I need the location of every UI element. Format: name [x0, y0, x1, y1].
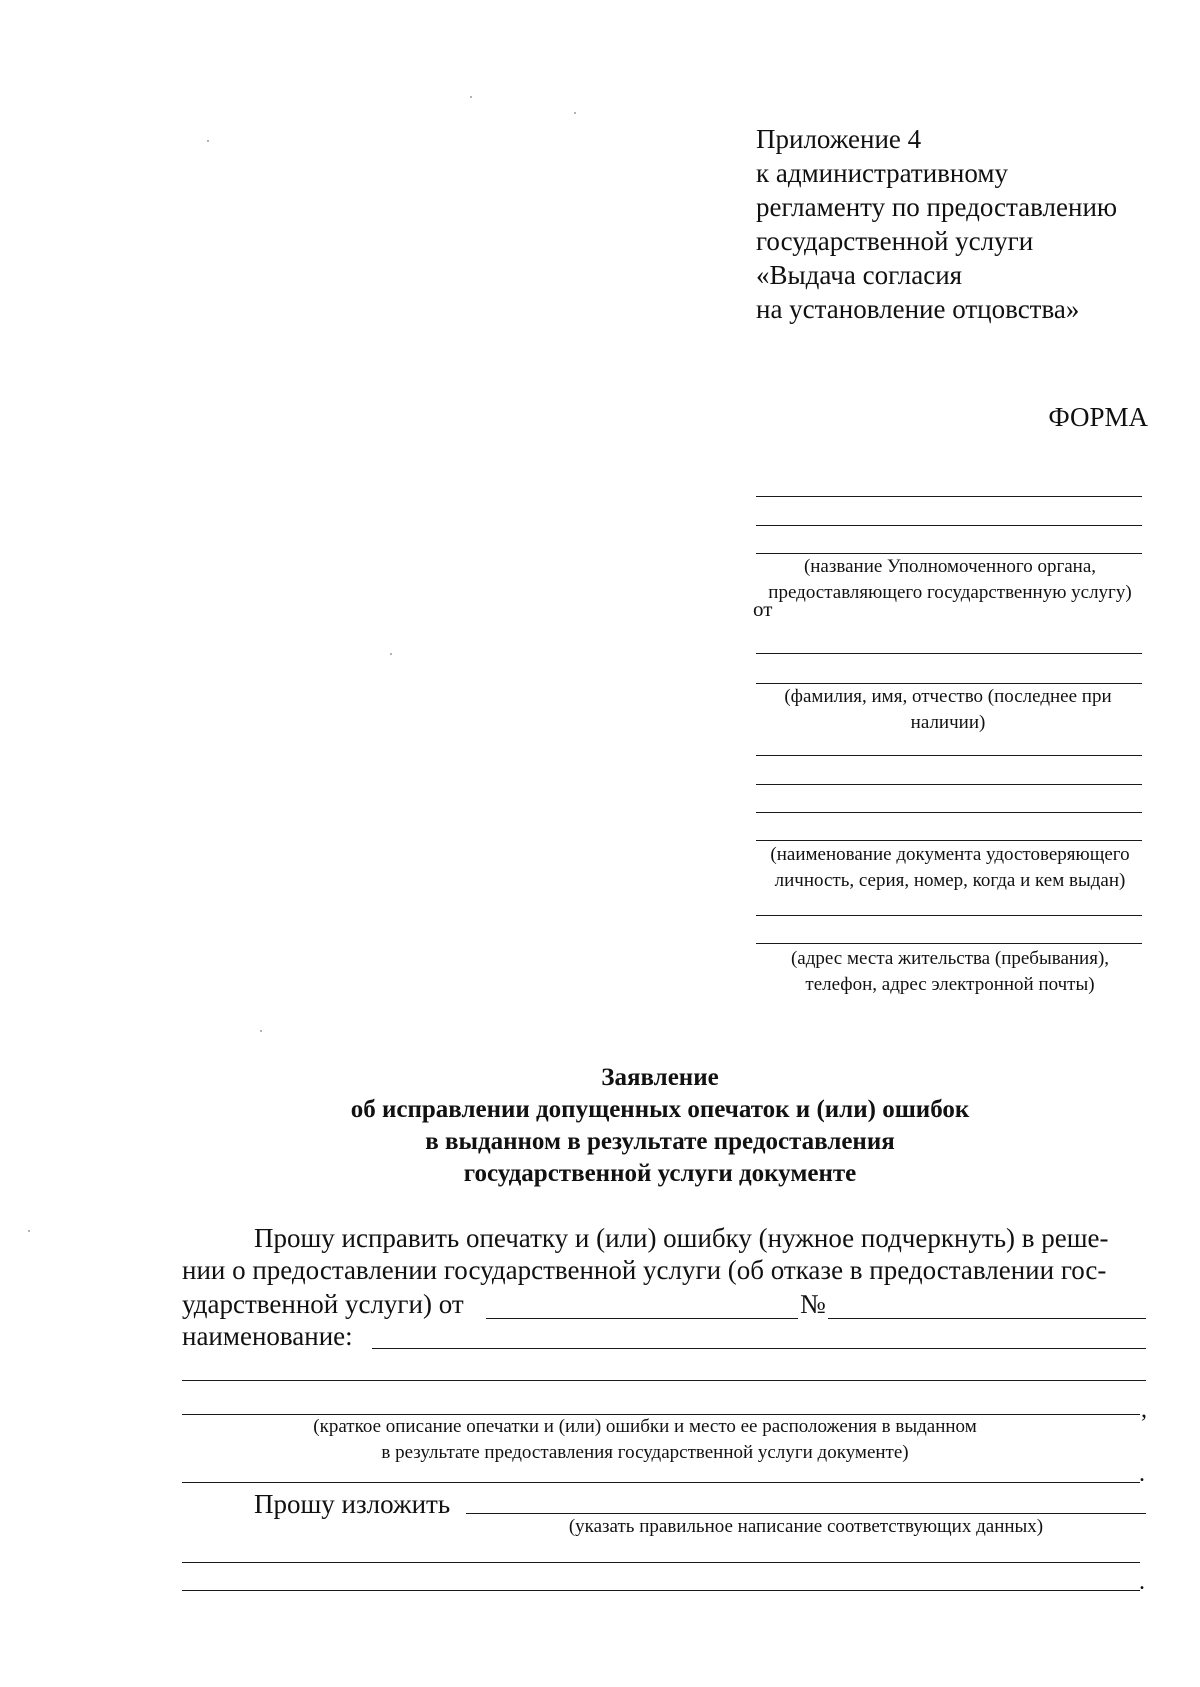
title-line: об исправлении допущенных опечаток и (или) ошибок — [350, 1096, 970, 1123]
description-comma: , — [1141, 1397, 1147, 1423]
id-document-line — [756, 755, 1142, 756]
request-paragraph-line: нии о предоставлении государственной услуги (об отказе в предоставлении гос- — [182, 1255, 1107, 1285]
title-line: Заявление — [601, 1064, 719, 1091]
appendix-header — [756, 122, 1117, 326]
id-document-line — [756, 812, 1142, 813]
appendix-line: государственной услуги — [756, 226, 1034, 256]
description-line — [182, 1380, 1146, 1381]
description-caption: в результате предоставления государственной услуги документе) — [381, 1442, 909, 1463]
appendix-line: регламенту по предоставлению — [756, 192, 1118, 222]
scan-speck — [574, 112, 576, 114]
request-paragraph-line: Прошу исправить опечатку и (или) ошибку (нужное подчеркнуть) в реше- — [254, 1223, 1109, 1253]
appendix-line: «Выдача согласия — [756, 260, 963, 290]
address-caption: (адрес места жительства (пребывания), телефон, адрес электронной почты) — [790, 948, 1110, 995]
scan-speck — [207, 140, 209, 142]
title-line: государственной услуги документе — [463, 1160, 857, 1187]
appendix-line: на установление отцовства» — [756, 294, 1080, 324]
correct-value-period: . — [1139, 1569, 1145, 1595]
document-title — [200, 1062, 1120, 1190]
authority-caption: (название Уполномоченного органа, предоставляющего государственную услугу) — [768, 556, 1132, 603]
number-field-line — [828, 1318, 1146, 1319]
address-line — [756, 943, 1142, 944]
scan-speck — [390, 653, 392, 655]
appendix-line: Приложение 4 — [756, 124, 922, 154]
title-line: в выданном в результате предоставления — [425, 1128, 895, 1155]
name-label: наименование: — [182, 1321, 353, 1351]
id-document-line — [756, 840, 1142, 841]
request-label: Прошу изложить — [254, 1489, 451, 1519]
address-line — [756, 915, 1142, 916]
from-label: от — [753, 597, 773, 621]
number-sign: № — [800, 1289, 826, 1319]
authority-line — [756, 525, 1142, 526]
description-line — [182, 1482, 1140, 1483]
scan-speck — [28, 1230, 30, 1232]
appendix-line: к административному — [756, 158, 1008, 188]
description-period: . — [1139, 1461, 1145, 1487]
scan-speck — [470, 96, 472, 98]
correct-value-caption: (указать правильное написание соответствующих данных) — [568, 1516, 1044, 1537]
correct-value-line — [182, 1590, 1140, 1591]
form-label: ФОРМА — [1048, 402, 1148, 432]
scan-speck — [260, 1030, 262, 1032]
id-document-line — [756, 784, 1142, 785]
date-field-line — [486, 1318, 798, 1319]
id-document-caption: (наименование документа удостоверяющего личность, серия, номер, когда и кем выдан) — [770, 844, 1130, 891]
fio-caption: (фамилия, имя, отчество (последнее при наличии) — [784, 686, 1112, 733]
authority-line — [756, 496, 1142, 497]
name-field-line — [372, 1348, 1146, 1349]
correct-value-line — [182, 1562, 1140, 1563]
date-label: ударственной услуги) от — [182, 1289, 464, 1319]
fio-line — [756, 653, 1142, 654]
description-caption: (краткое описание опечатки и (или) ошибки и место ее расположения в выданном — [313, 1416, 977, 1437]
